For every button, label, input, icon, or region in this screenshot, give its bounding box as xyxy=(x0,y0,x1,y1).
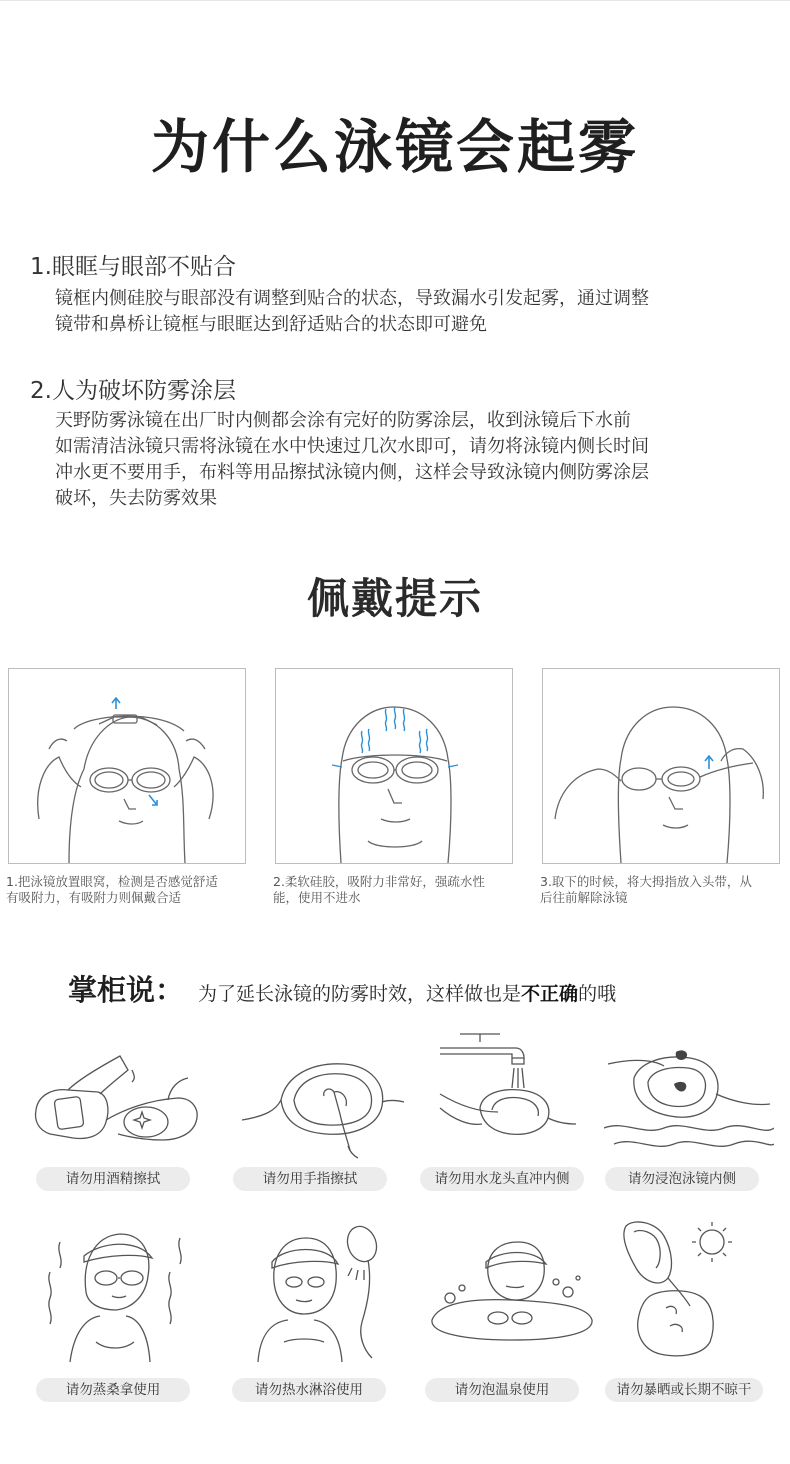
warning-label: 请勿用水龙头直冲内侧 xyxy=(420,1167,584,1191)
shopkeeper-colon: ： xyxy=(155,973,185,1007)
warning-label: 请勿热水淋浴使用 xyxy=(232,1378,386,1402)
warning-label: 请勿浸泡泳镜内侧 xyxy=(605,1167,759,1191)
sauna-icon xyxy=(30,1222,200,1362)
page-title: 为什么泳镜会起雾 xyxy=(150,113,639,181)
shopkeeper-label: 掌柜说 xyxy=(68,973,156,1007)
tip-illustration-1 xyxy=(8,668,246,864)
warning-label: 请勿泡温泉使用 xyxy=(425,1378,579,1402)
shopkeeper-note xyxy=(68,968,616,1012)
tip-illustration-3 xyxy=(542,668,780,864)
shower-icon xyxy=(244,1222,414,1362)
reason-1-line: 镜带和鼻桥让镜框与眼眶达到舒适贴合的状态即可避免 xyxy=(55,314,487,335)
shopkeeper-end: 的哦 xyxy=(578,983,617,1005)
reason-1-body xyxy=(55,286,765,338)
reason-1-heading: 1.眼眶与眼部不贴合 xyxy=(30,254,236,280)
reason-2-line: 破坏，失去防雾效果 xyxy=(55,488,217,509)
sun-exposure-icon xyxy=(604,1216,774,1362)
tip-caption-2: 2.柔软硅胶，吸附力非常好，强疏水性 能，使用不进水 xyxy=(273,874,485,905)
top-divider xyxy=(0,0,790,1)
wearing-step-3-icon xyxy=(543,669,779,863)
alcohol-wipe-icon xyxy=(28,1040,198,1160)
reason-2-line: 天野防雾泳镜在出厂时内侧都会涂有完好的防雾涂层，收到泳镜后下水前 xyxy=(55,410,631,431)
reason-1-line: 镜框内侧硅胶与眼部没有调整到贴合的状态，导致漏水引发起雾，通过调整 xyxy=(55,288,649,309)
tip-illustration-2 xyxy=(275,668,513,864)
reason-2-heading: 2.人为破坏防雾涂层 xyxy=(30,378,236,404)
warning-label: 请勿蒸桑拿使用 xyxy=(36,1378,190,1402)
shopkeeper-emphasis: 不正确 xyxy=(521,983,579,1005)
warning-label: 请勿用手指擦拭 xyxy=(233,1167,387,1191)
hot-spring-icon xyxy=(428,1222,598,1362)
warning-label: 请勿用酒精擦拭 xyxy=(36,1167,190,1191)
reason-2-body xyxy=(55,408,765,512)
reason-2-line: 如需清洁泳镜只需将泳镜在水中快速过几次水即可，请勿将泳镜内侧长时间 xyxy=(55,436,649,457)
tip-caption-3: 3.取下的时候，将大拇指放入头带，从 后往前解除泳镜 xyxy=(540,874,752,905)
soak-icon xyxy=(604,1040,774,1160)
warning-label: 请勿暴晒或长期不晾干 xyxy=(605,1378,763,1402)
finger-wipe-icon xyxy=(236,1040,406,1160)
reason-2-line: 冲水更不要用手，布料等用品擦拭泳镜内侧，这样会导致泳镜内侧防雾涂层 xyxy=(55,462,649,483)
wearing-step-1-icon xyxy=(9,669,245,863)
tip-caption-1: 1.把泳镜放置眼窝，检测是否感觉舒适 有吸附力，有吸附力则佩戴合适 xyxy=(6,874,218,905)
shopkeeper-text: 为了延长泳镜的防雾时效，这样做也是 xyxy=(198,983,522,1005)
wearing-tips-title: 佩戴提示 xyxy=(306,574,483,623)
wearing-step-2-icon xyxy=(276,669,512,863)
faucet-icon xyxy=(420,1028,590,1148)
